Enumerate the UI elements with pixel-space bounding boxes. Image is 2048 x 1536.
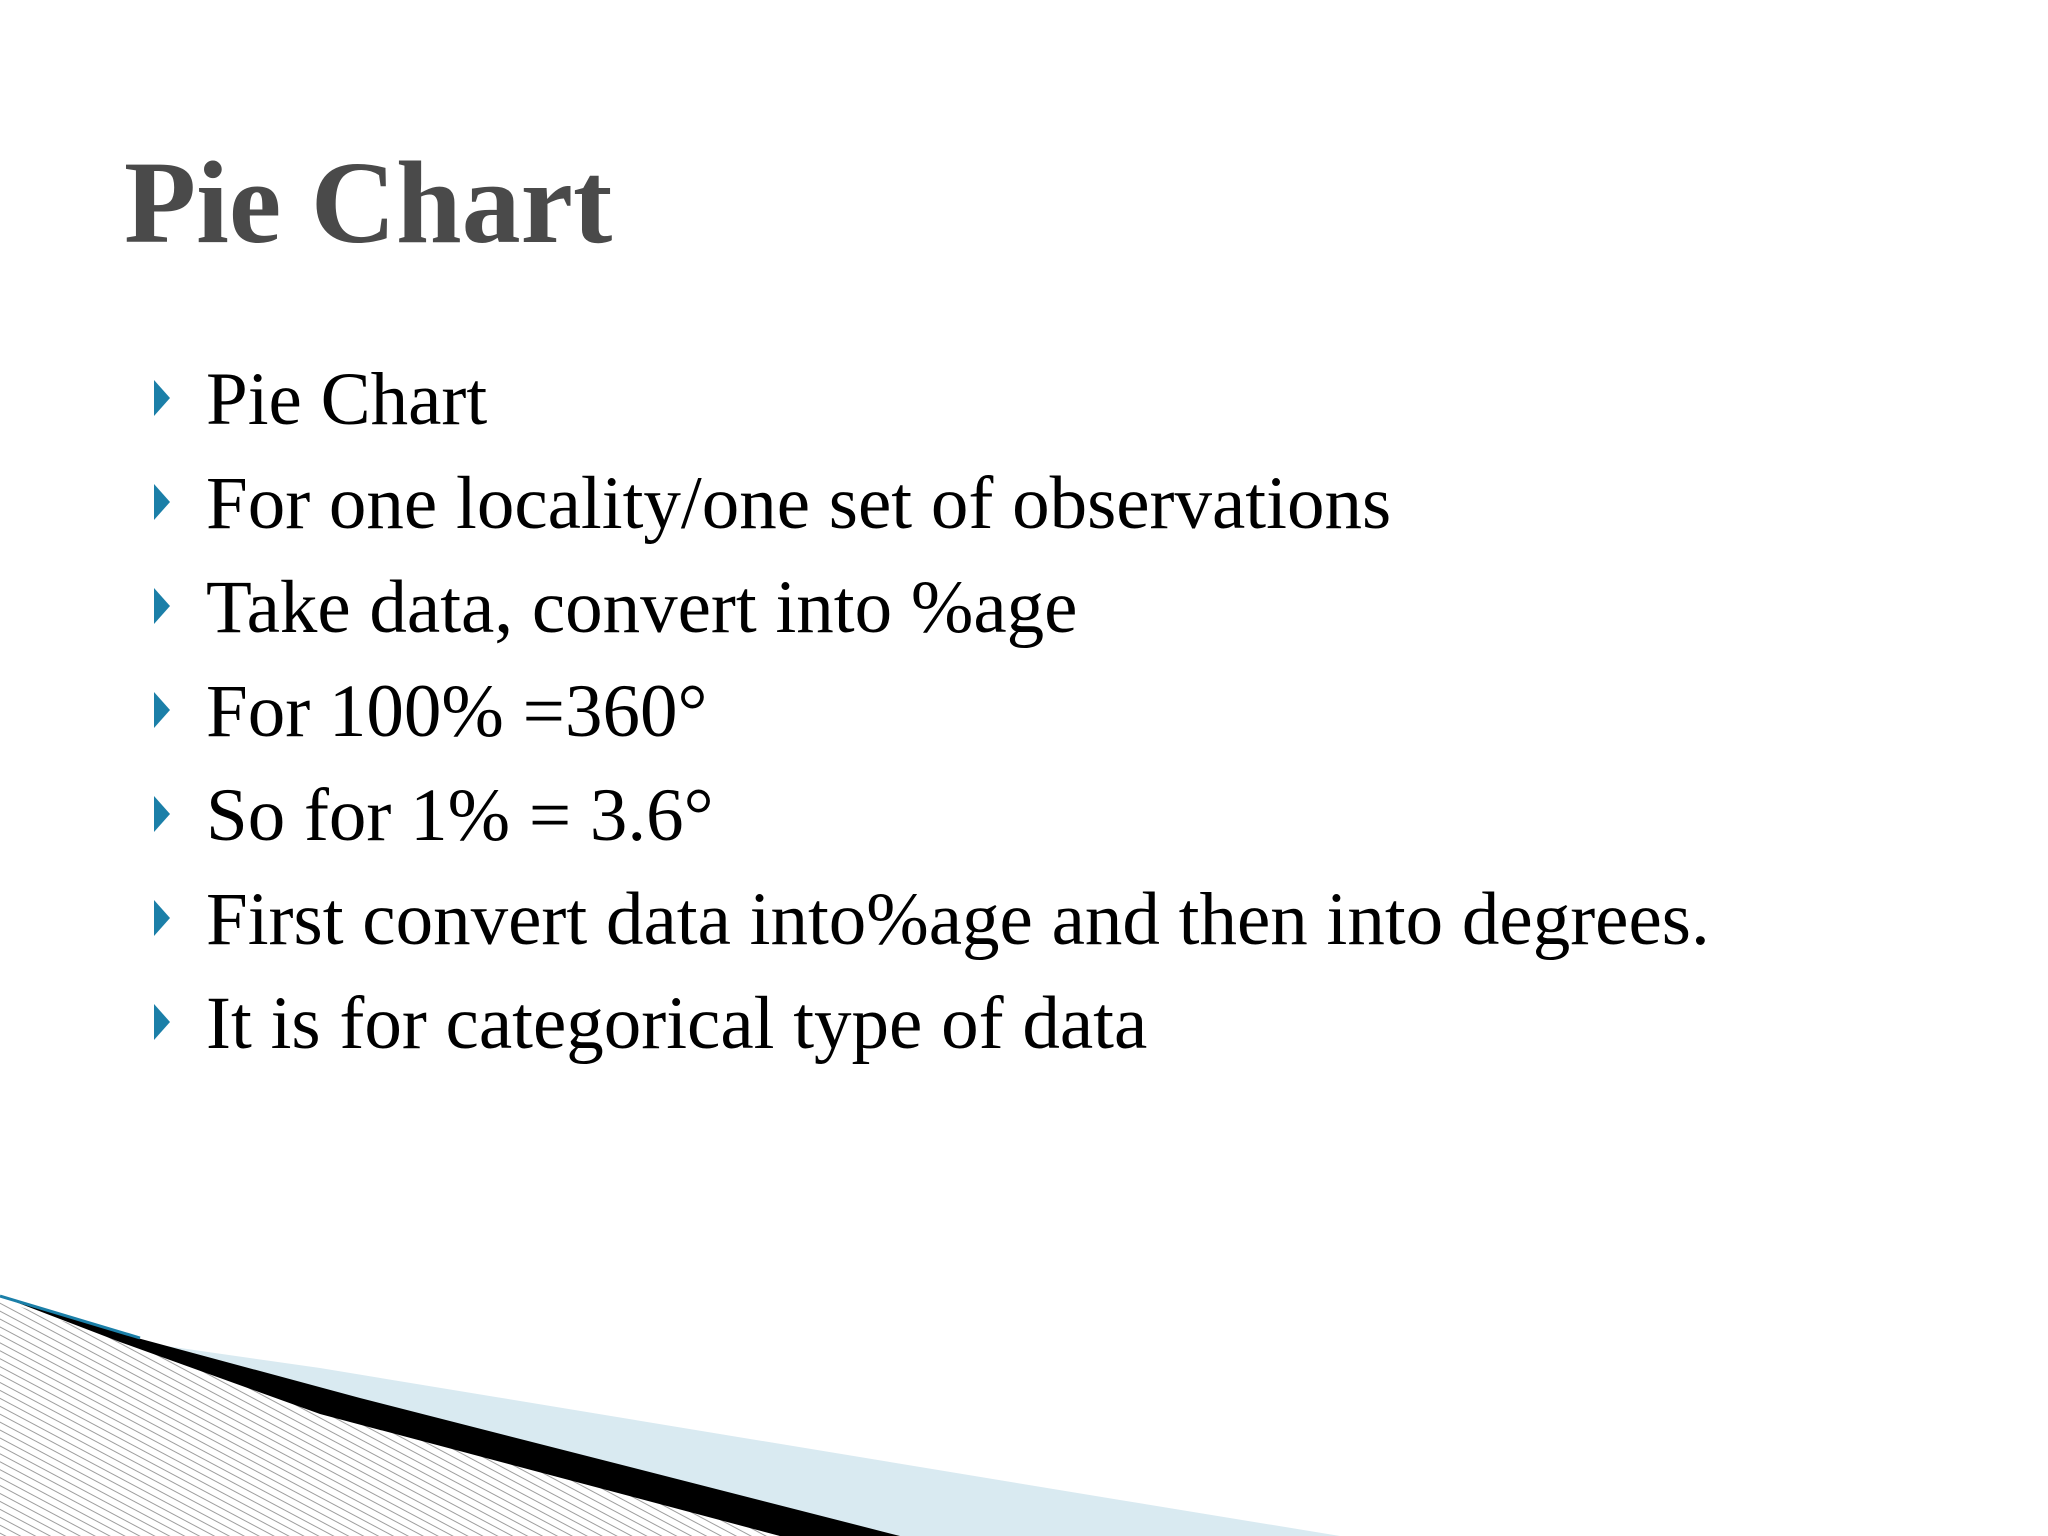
bullet-text: First convert data into%age and then into degrees.	[206, 878, 1710, 961]
triangle-bullet-icon	[154, 796, 170, 832]
triangle-bullet-icon	[154, 900, 170, 936]
bullet-item	[0, 662, 1900, 762]
slide-title: Pie Chart	[124, 137, 613, 268]
bullet-item	[0, 870, 1900, 970]
bullet-text: For one locality/one set of observations	[206, 462, 1392, 545]
triangle-bullet-icon	[154, 1004, 170, 1040]
triangle-bullet-icon	[154, 484, 170, 520]
bullet-item	[0, 766, 1900, 866]
bullet-text: For 100% =360°	[206, 670, 708, 753]
bullet-item	[0, 974, 1900, 1074]
corner-decoration	[0, 1280, 2048, 1536]
bullet-text: Pie Chart	[206, 358, 488, 441]
triangle-bullet-icon	[154, 588, 170, 624]
bullet-text: It is for categorical type of data	[206, 982, 1148, 1065]
bullet-item	[0, 350, 1900, 450]
bullet-item	[0, 558, 1900, 658]
bullet-text: So for 1% = 3.6°	[206, 774, 714, 857]
bullet-text: Take data, convert into %age	[206, 566, 1078, 649]
triangle-bullet-icon	[154, 380, 170, 416]
triangle-bullet-icon	[154, 692, 170, 728]
bullet-item	[0, 454, 1900, 554]
